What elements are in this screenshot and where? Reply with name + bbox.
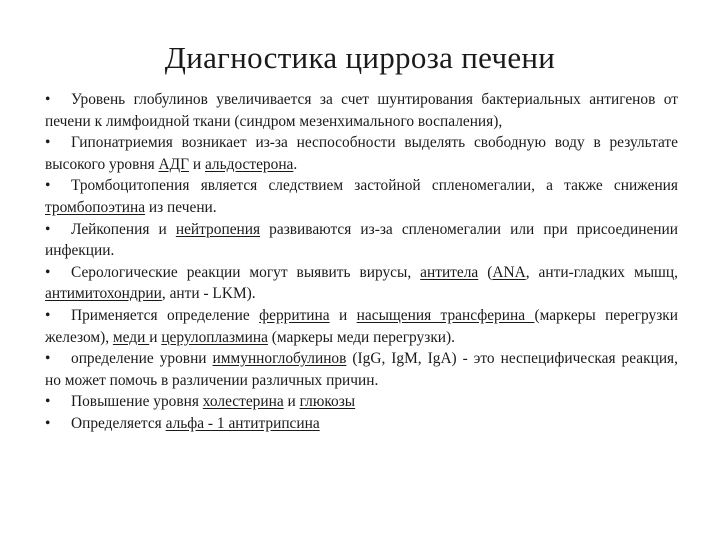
bullet-item: • определение уровни иммунноглобулинов (IgG, IgM, IgA) - это неспецифическая реакция, но может помочь в различении различных причин. xyxy=(45,350,678,389)
bullet-item: • Серологические реакции могут выявить вирусы, антитела (ANA, анти-гладких мышц, антимитохондрии, анти - LKM). xyxy=(45,263,678,303)
link-ana[interactable]: ANA xyxy=(492,263,526,281)
bullet-icon: • xyxy=(45,414,51,432)
link-adh[interactable]: АДГ xyxy=(158,155,190,173)
link-immunoglobulins[interactable]: иммунноглобулинов xyxy=(212,350,347,368)
bullet-item: • Повышение уровня холестерина и глюкозы xyxy=(45,391,678,413)
bullet-item: • Уровень глобулинов увеличивается за счет шунтирования бактериальных антигенов от печени к лимфоидной ткани (синдром мезенхимального воспаления), xyxy=(45,91,678,130)
bullet-item: • Определяется альфа - 1 антитрипсина xyxy=(45,413,678,435)
link-aldosterone[interactable]: альдостерона xyxy=(204,155,294,173)
link-neutropenia[interactable]: нейтропения xyxy=(175,220,261,238)
link-antimitochondria[interactable]: антимитохондрии xyxy=(45,285,162,303)
link-alpha1-antitrypsin[interactable]: альфа - 1 антитрипсина xyxy=(165,414,320,432)
bullet-icon: • xyxy=(45,350,51,368)
bullet-icon: • xyxy=(45,220,51,238)
bullet-list xyxy=(45,89,678,435)
link-ferritin[interactable]: ферритина xyxy=(259,306,330,324)
bullet-icon: • xyxy=(45,306,51,324)
bullet-icon: • xyxy=(45,177,51,195)
link-antibodies[interactable]: антитела xyxy=(420,263,479,281)
bullet-item: • Применяется определение ферритина и насыщения трансферина (маркеры перегрузки железом), меди и церулоплазмина (маркеры меди перегрузки). xyxy=(45,306,679,346)
bullet-icon: • xyxy=(45,134,51,152)
bullet-icon: • xyxy=(45,263,51,281)
link-thrombopoietin[interactable]: тромбопоэтина xyxy=(45,198,146,216)
bullet-icon: • xyxy=(45,91,51,108)
bullet-item: • Гипонатриемия возникает из-за неспособности выделять свободную воду в результате высокого уровня АДГ и альдостерона. xyxy=(45,134,678,173)
link-transferrin-saturation[interactable]: насыщения трансферина xyxy=(356,306,535,324)
link-copper[interactable]: меди xyxy=(112,328,150,346)
slide-title: Диагностика цирроза печени xyxy=(164,40,556,75)
link-glucose[interactable]: глюкозы xyxy=(299,393,356,411)
link-ceruloplasmin[interactable]: церулоплазмина xyxy=(161,328,268,346)
bullet-icon: • xyxy=(45,393,51,411)
bullet-item: • Лейкопения и нейтропения развиваются из-за спленомегалии или при присоединении инфекции. xyxy=(45,220,678,260)
link-cholesterol[interactable]: холестерина xyxy=(202,393,284,411)
bullet-item: • Тромбоцитопения является следствием застойной спленомегалии, а также снижения тромбопоэтина из печени. xyxy=(45,177,678,216)
